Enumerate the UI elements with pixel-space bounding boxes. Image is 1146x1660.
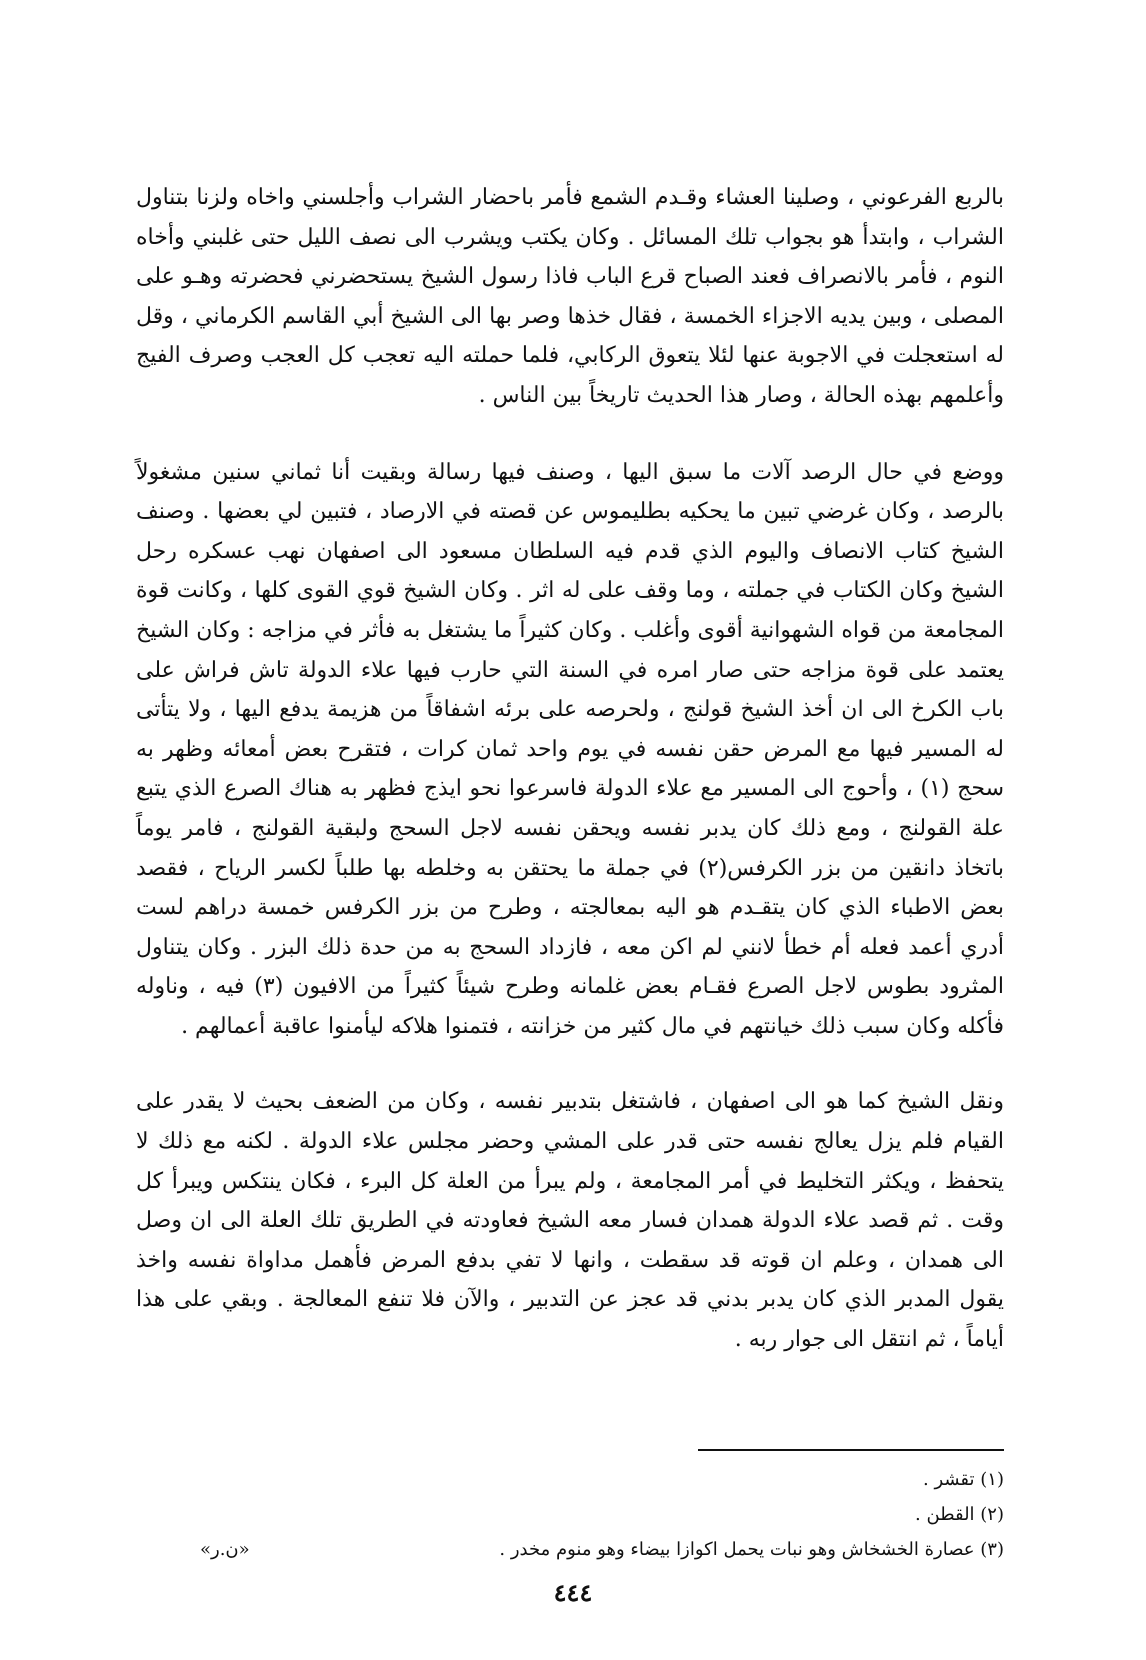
footnote-3-text: (٣) عصارة الخشخاش وهو نبات يحمل اكوازا بيضاء وهو منوم مخدر . — [499, 1539, 1004, 1560]
footnote-1 — [200, 1462, 1004, 1497]
paragraph-1: بالربع الفرعوني ، وصلينا العشاء وقـدم الشمع فأمر باحضار الشراب وأجلسني واخاه ولزنا بتناول الشراب ، وابتدأ هو بجواب تلك المسائل . وكان يكتب ويشرب الى نصف الليل حتى غلبني وأخاه النوم ، فأمر بالانصراف فعند الصباح قرع الباب فاذا رسول الشيخ يستحضرني فحضرته وهـو على المصلى ، وبين يديه الاجزاء الخمسة ، فقال خذها وصر بها الى الشيخ أبي القاسم الكرماني ، وقل له استعجلت في الاجوبة عنها لئلا يتعوق الركابي، فلما حملته اليه تعجب كل العجب وصرف الفيج وأعلمهم بهذه الحالة ، وصار هذا الحديث تاريخاً بين الناس . — [136, 185, 1004, 408]
footnote-2 — [200, 1497, 1004, 1532]
body-text — [136, 178, 1004, 1360]
footnote-separator — [698, 1449, 1004, 1451]
footnote-1-text: (١) تقشر . — [923, 1469, 1004, 1490]
footnote-3 — [200, 1532, 1004, 1567]
footnote-2-text: (٢) القطن . — [915, 1504, 1004, 1525]
footnote-editor-mark: «ن.ر» — [200, 1539, 250, 1560]
footnotes — [200, 1462, 1004, 1567]
paragraph-3: ونقل الشيخ كما هو الى اصفهان ، فاشتغل بتدبير نفسه ، وكان من الضعف بحيث لا يقدر على القيام فلم يزل يعالج نفسه حتى قدر على المشي وحضر مجلس علاء الدولة . لكنه مع ذلك لا يتحفظ ، ويكثر التخليط في أمر المجامعة ، ولم يبرأ من العلة كل البرء ، فكان ينتكس ويبرأ كل وقت . ثم قصد علاء الدولة همدان فسار معه الشيخ فعاودته في الطريق تلك العلة الى ان وصل الى همدان ، وعلم ان قوته قد سقطت ، وانها لا تفي بدفع المرض فأهمل مداواة نفسه واخذ يقول المدبر الذي كان يدبر بدني قد عجز عن التدبير ، والآن فلا تنفع المعالجة . وبقي على هذا أياماً ، ثم انتقل الى جوار ربه . — [136, 1089, 1004, 1353]
page-number: ٤٤٤ — [553, 1578, 593, 1607]
paragraph-2: ووضع في حال الرصد آلات ما سبق اليها ، وصنف فيها رسالة وبقيت أنا ثماني سنين مشغولاً بالرصد ، وكان غرضي تبين ما يحكيه بطليموس عن قصته في الارصاد ، فتبين لي بعضها . وصنف الشيخ كتاب الانصاف واليوم الذي قدم فيه السلطان مسعود الى اصفهان نهب عسكره رحل الشيخ وكان الكتاب في جملته ، وما وقف على له اثر . وكان الشيخ قوي القوى كلها ، وكانت قوة المجامعة من قواه الشهوانية أقوى وأغلب . وكان كثيراً ما يشتغل به فأثر في مزاجه : وكان الشيخ يعتمد على قوة مزاجه حتى صار امره في السنة التي حارب فيها علاء الدولة تاش فراش على باب الكرخ الى ان أخذ الشيخ قولنج ، ولحرصه على برئه اشفاقاً من هزيمة يدفع اليها ، ولا يتأتى له المسير فيها مع المرض حقن نفسه في يوم واحد ثمان كرات ، فتقرح بعض أمعائه وظهر به سحج (١) ، وأحوج الى المسير مع علاء الدولة فاسرعوا نحو ايذج فظهر به هناك الصرع الذي يتبع علة القولنج ، ومع ذلك كان يدبر نفسه ويحقن نفسه لاجل السحج ولبقية القولنج ، فامر يوماً باتخاذ دانقين من بزر الكرفس(٢) في جملة ما يحتقن به وخلطه بها طلباً لكسر الرياح ، فقصد بعض الاطباء الذي كان يتقـدم هو اليه بمعالجته ، وطرح من بزر الكرفس خمسة دراهم لست أدري أعمد فعله أم خطأ لانني لم اكن معه ، فازداد السحج به من حدة ذلك البزر . وكان يتناول المثرود بطوس لاجل الصرع فقـام بعض غلمانه وطرح شيئاً كثيراً من الافيون (٣) فيه ، وناوله فأكله وكان سبب ذلك خيانتهم في مال كثير من خزانته ، فتمنوا هلاكه ليأمنوا عاقبة أعمالهم . — [136, 459, 1005, 1039]
